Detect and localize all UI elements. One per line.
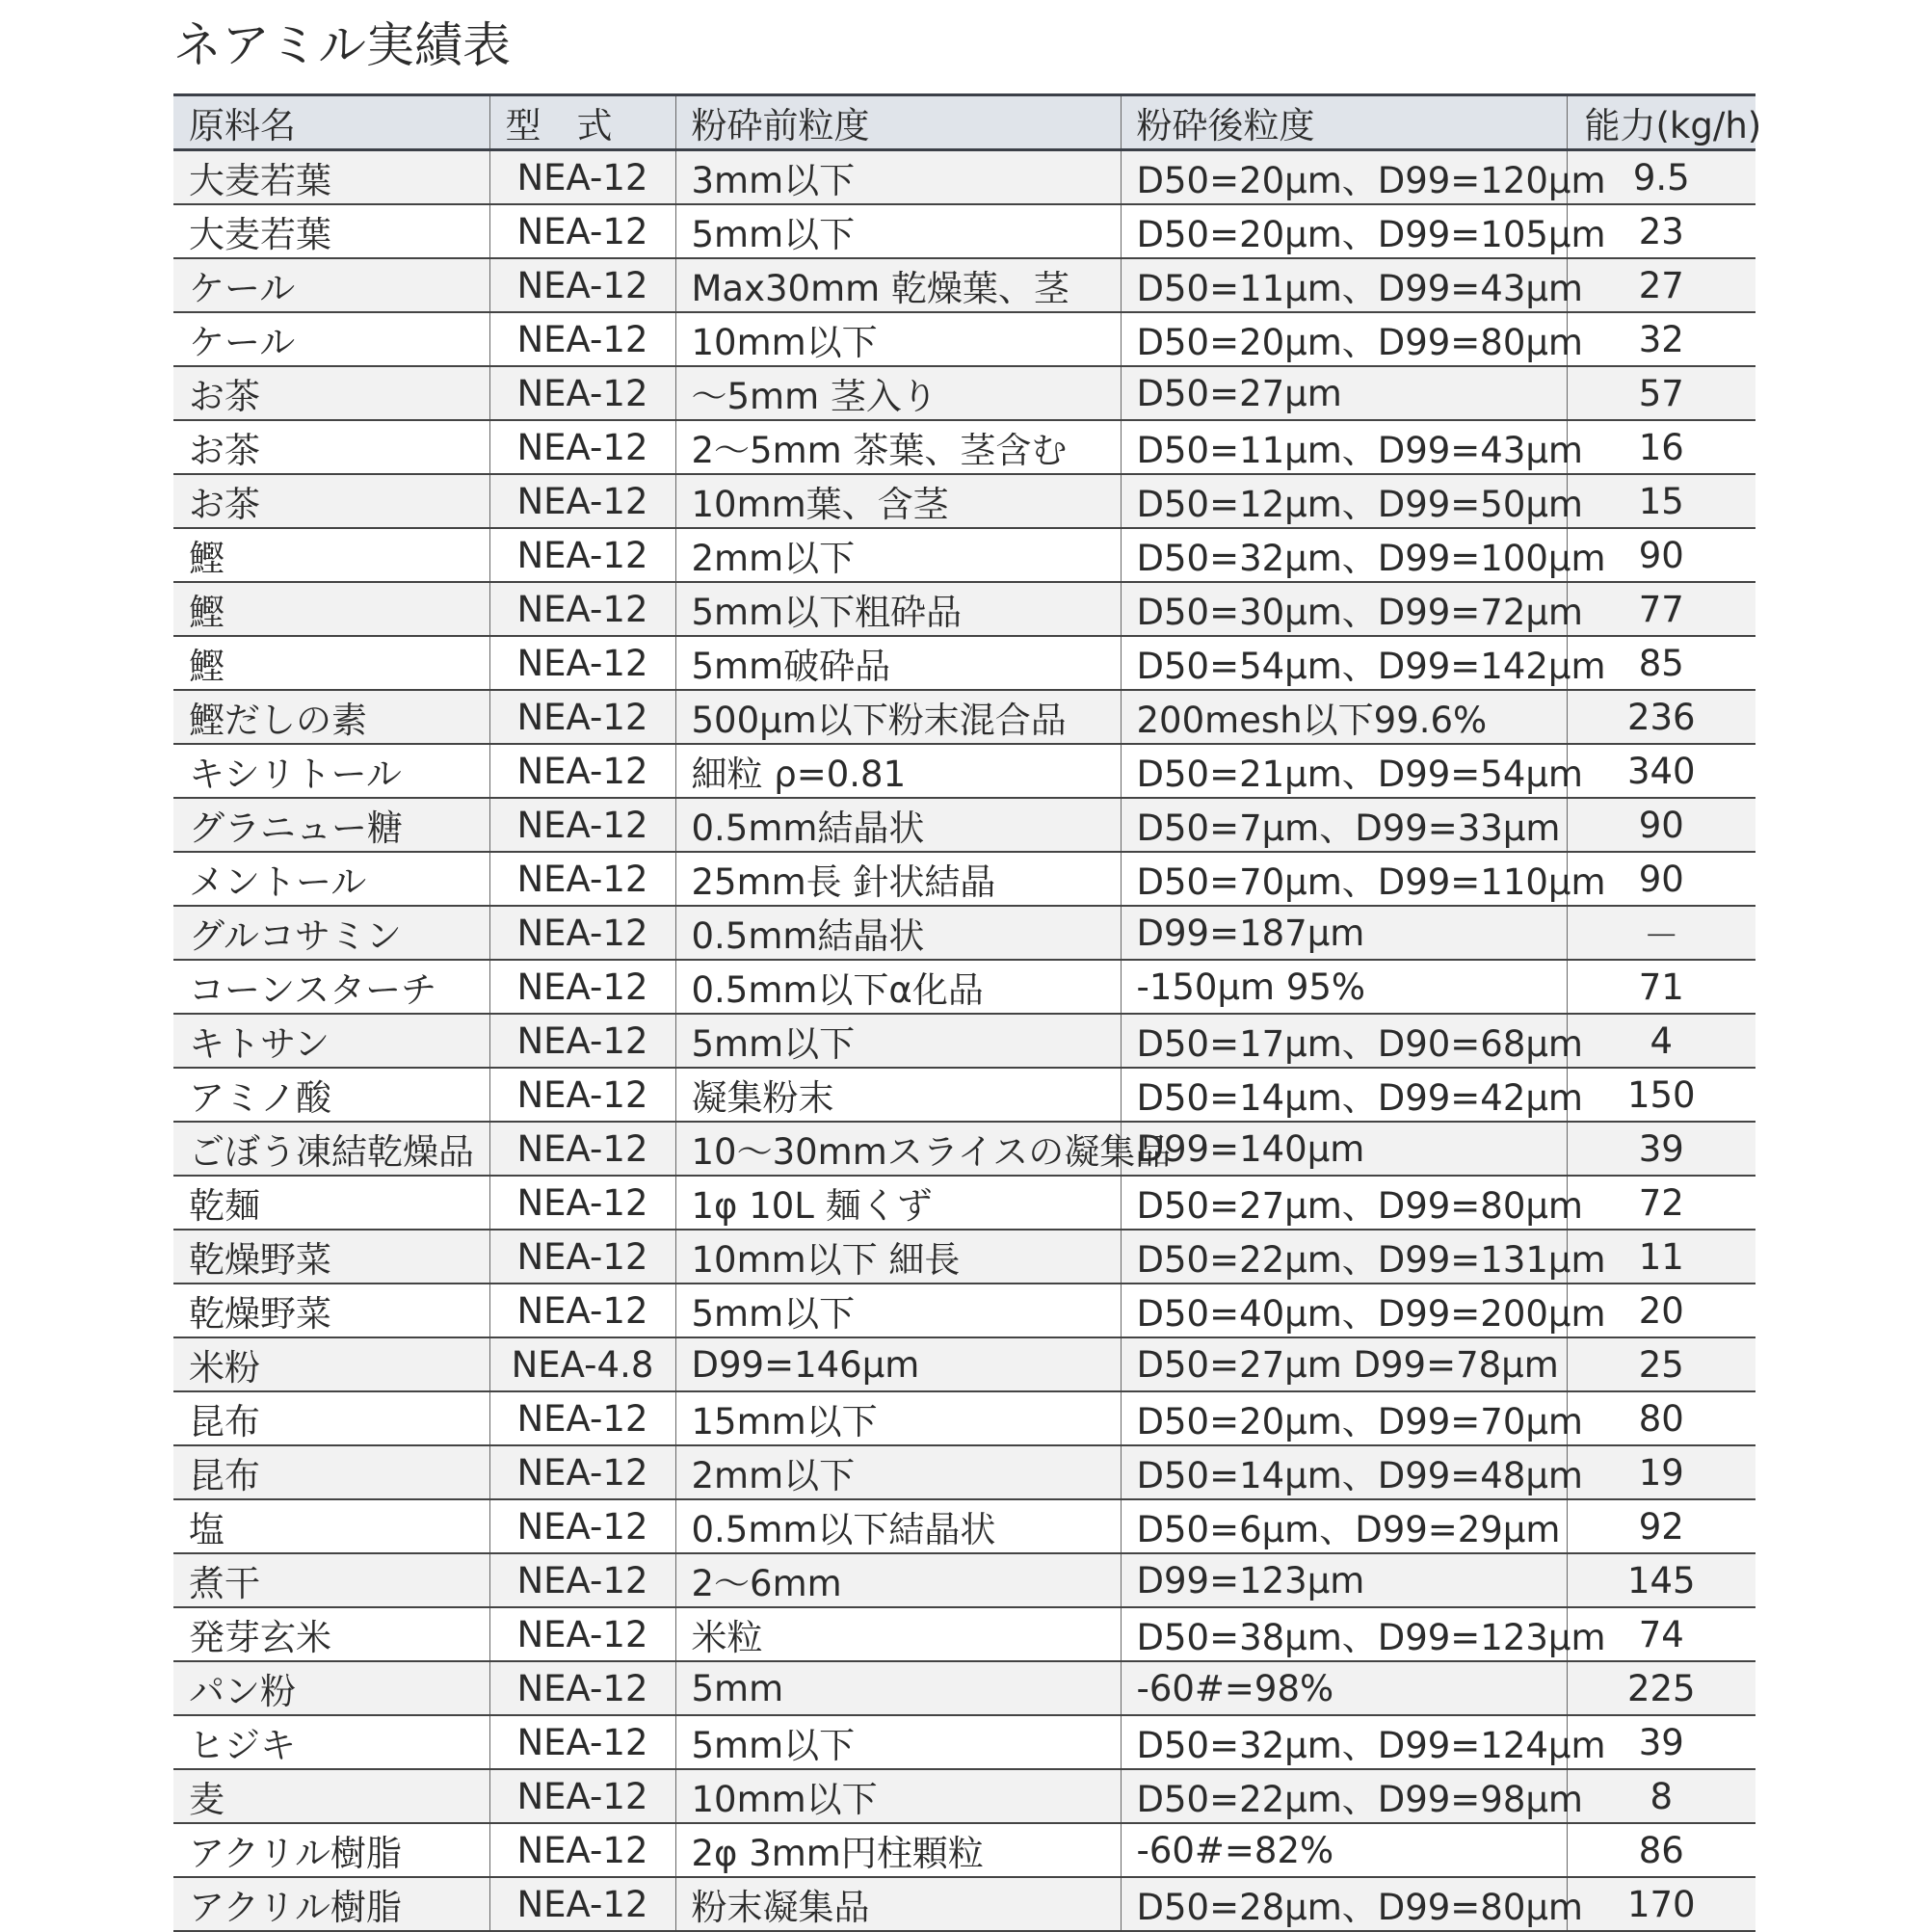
cell-input-size: 10mm以下 (675, 312, 1121, 366)
cell-model: NEA-12 (489, 1499, 675, 1553)
cell-material: 米粉 (173, 1337, 489, 1391)
cell-capacity: 85 (1638, 642, 1684, 684)
cell-model: NEA-12 (489, 744, 675, 798)
cell-material: 鰹 (173, 528, 489, 582)
table-row (173, 852, 1755, 906)
cell-model: NEA-12 (489, 474, 675, 528)
cell-capacity: 170 (1626, 1883, 1696, 1925)
cell-material: 鰹だしの素 (173, 690, 489, 744)
cell-model: NEA-4.8 (489, 1337, 675, 1391)
cell-input-size: 5mm以下 (675, 1014, 1121, 1068)
cell-model: NEA-12 (489, 1661, 675, 1715)
cell-input-size: 5mm以下 (675, 1715, 1121, 1769)
cell-model: NEA-12 (489, 366, 675, 420)
cell-material: 塩 (173, 1499, 489, 1553)
cell-material: アミノ酸 (173, 1068, 489, 1122)
cell-material: ヒジキ (173, 1715, 489, 1769)
cell-model: NEA-12 (489, 1176, 675, 1230)
cell-capacity: 16 (1638, 426, 1684, 468)
table-row (173, 312, 1755, 366)
cell-material: お茶 (173, 366, 489, 420)
cell-input-size: 2～6mm (675, 1553, 1121, 1607)
cell-output-size: D50=40μm、D99=200μm (1121, 1284, 1567, 1337)
cell-output-size: D50=14μm、D99=42μm (1121, 1068, 1567, 1122)
cell-model: NEA-12 (489, 204, 675, 258)
table-row (173, 1553, 1755, 1607)
cell-capacity: － (1643, 915, 1679, 957)
cell-capacity: 80 (1638, 1397, 1684, 1440)
table-body (173, 150, 1755, 1932)
cell-output-size: D50=27μm D99=78μm (1121, 1337, 1567, 1391)
cell-input-size: Max30mm 乾燥葉、茎 (675, 258, 1121, 312)
cell-model: NEA-12 (489, 1284, 675, 1337)
cell-input-size: 15mm以下 (675, 1391, 1121, 1445)
table-row (173, 1607, 1755, 1661)
cell-output-size: D50=20μm、D99=80μm (1121, 312, 1567, 366)
table-row (173, 420, 1755, 474)
cell-input-size: 500μm以下粉末混合品 (675, 690, 1121, 744)
cell-output-size: D50=38μm、D99=123μm (1121, 1607, 1567, 1661)
cell-capacity: 340 (1626, 750, 1696, 792)
cell-capacity: 39 (1638, 1127, 1684, 1170)
cell-output-size: D50=14μm、D99=48μm (1121, 1445, 1567, 1499)
table-row (173, 1122, 1755, 1176)
cell-output-size: D50=11μm、D99=43μm (1121, 420, 1567, 474)
header-capacity: 能力(kg/h) (1584, 105, 1762, 146)
cell-model: NEA-12 (489, 636, 675, 690)
cell-input-size: ～5mm 茎入り (675, 366, 1121, 420)
table-row (173, 1014, 1755, 1068)
cell-material: 鰹 (173, 636, 489, 690)
cell-capacity: 90 (1638, 804, 1684, 846)
cell-capacity: 20 (1638, 1289, 1684, 1332)
cell-input-size: 10mm葉、含茎 (675, 474, 1121, 528)
table-row (173, 1499, 1755, 1553)
cell-input-size: 米粒 (675, 1607, 1121, 1661)
cell-model: NEA-12 (489, 420, 675, 474)
cell-input-size: 2φ 3mm円柱顆粒 (675, 1823, 1121, 1877)
cell-material: コーンスターチ (173, 960, 489, 1014)
cell-input-size: 5mm以下粗砕品 (675, 582, 1121, 636)
cell-capacity: 19 (1638, 1451, 1684, 1494)
cell-model: NEA-12 (489, 1769, 675, 1823)
cell-input-size: 5mm破砕品 (675, 636, 1121, 690)
cell-output-size: D50=22μm、D99=131μm (1121, 1230, 1567, 1284)
cell-input-size: 2～5mm 茶葉、茎含む (675, 420, 1121, 474)
cell-capacity: 15 (1638, 480, 1684, 522)
cell-input-size: 細粒 ρ=0.81 (675, 744, 1121, 798)
cell-model: NEA-12 (489, 150, 675, 205)
cell-model: NEA-12 (489, 1823, 675, 1877)
cell-material: パン粉 (173, 1661, 489, 1715)
cell-model: NEA-12 (489, 1391, 675, 1445)
cell-input-size: 1φ 10L 麺くず (675, 1176, 1121, 1230)
cell-output-size: D50=20μm、D99=105μm (1121, 204, 1567, 258)
cell-capacity: 9.5 (1632, 156, 1690, 198)
cell-output-size: -150μm 95% (1121, 960, 1567, 1014)
cell-material: 発芽玄米 (173, 1607, 489, 1661)
cell-input-size: 0.5mm結晶状 (675, 798, 1121, 852)
table-row (173, 258, 1755, 312)
cell-material: 鰹 (173, 582, 489, 636)
cell-output-size: D50=70μm、D99=110μm (1121, 852, 1567, 906)
cell-capacity: 27 (1638, 264, 1684, 306)
header-material: 原料名 (173, 95, 489, 150)
cell-model: NEA-12 (489, 312, 675, 366)
cell-model: NEA-12 (489, 798, 675, 852)
table-row (173, 582, 1755, 636)
cell-input-size: 5mm (675, 1661, 1121, 1715)
cell-material: キシリトール (173, 744, 489, 798)
table-row (173, 636, 1755, 690)
cell-model: NEA-12 (489, 1877, 675, 1931)
cell-model: NEA-12 (489, 1068, 675, 1122)
table-row (173, 1769, 1755, 1823)
cell-capacity: 225 (1626, 1667, 1696, 1709)
page-title: ネアミル実績表 (173, 17, 511, 73)
cell-output-size: D50=27μm、D99=80μm (1121, 1176, 1567, 1230)
cell-input-size: 10mm以下 (675, 1769, 1121, 1823)
table-row (173, 1877, 1755, 1931)
cell-material: 乾燥野菜 (173, 1230, 489, 1284)
cell-model: NEA-12 (489, 1715, 675, 1769)
cell-capacity: 74 (1638, 1613, 1684, 1655)
cell-output-size: D50=21μm、D99=54μm (1121, 744, 1567, 798)
cell-output-size: D99=123μm (1121, 1553, 1567, 1607)
cell-output-size: D50=32μm、D99=100μm (1121, 528, 1567, 582)
table-row (173, 528, 1755, 582)
cell-input-size: 3mm以下 (675, 150, 1121, 205)
header-output-size: 粉砕後粒度 (1121, 95, 1567, 150)
cell-input-size: 10mm以下 細長 (675, 1230, 1121, 1284)
cell-output-size: D50=7μm、D99=33μm (1121, 798, 1567, 852)
table-row (173, 1176, 1755, 1230)
table-row (173, 474, 1755, 528)
cell-model: NEA-12 (489, 1607, 675, 1661)
cell-capacity: 77 (1638, 588, 1684, 630)
table-row (173, 744, 1755, 798)
cell-capacity: 4 (1650, 1019, 1674, 1062)
cell-input-size: 5mm以下 (675, 1284, 1121, 1337)
cell-input-size: 5mm以下 (675, 204, 1121, 258)
header-input-size: 粉砕前粒度 (675, 95, 1121, 150)
cell-capacity: 92 (1638, 1505, 1684, 1548)
table-row (173, 1284, 1755, 1337)
cell-material: 乾麺 (173, 1176, 489, 1230)
cell-input-size: 凝集粉末 (675, 1068, 1121, 1122)
cell-material: お茶 (173, 474, 489, 528)
cell-model: NEA-12 (489, 1122, 675, 1176)
cell-output-size: D99=140μm (1121, 1122, 1567, 1176)
cell-material: グラニュー糖 (173, 798, 489, 852)
cell-model: NEA-12 (489, 1553, 675, 1607)
cell-output-size: D50=12μm、D99=50μm (1121, 474, 1567, 528)
cell-material: 昆布 (173, 1391, 489, 1445)
cell-input-size: D99=146μm (675, 1337, 1121, 1391)
cell-model: NEA-12 (489, 1014, 675, 1068)
cell-capacity: 32 (1638, 318, 1684, 360)
cell-capacity: 90 (1638, 534, 1684, 576)
cell-material: グルコサミン (173, 906, 489, 960)
cell-capacity: 72 (1638, 1181, 1684, 1224)
header-row (173, 95, 1755, 150)
cell-input-size: 2mm以下 (675, 528, 1121, 582)
cell-capacity: 150 (1626, 1073, 1696, 1116)
table-row (173, 366, 1755, 420)
cell-output-size: D50=28μm、D99=80μm (1121, 1877, 1567, 1931)
cell-input-size: 0.5mm以下α化品 (675, 960, 1121, 1014)
table-row (173, 204, 1755, 258)
cell-material: メントール (173, 852, 489, 906)
cell-model: NEA-12 (489, 1445, 675, 1499)
results-table (173, 93, 1762, 1932)
cell-output-size: D50=17μm、D90=68μm (1121, 1014, 1567, 1068)
cell-capacity: 8 (1650, 1775, 1674, 1817)
table-row (173, 690, 1755, 744)
cell-output-size: D99=187μm (1121, 906, 1567, 960)
table-row (173, 906, 1755, 960)
cell-material: 麦 (173, 1769, 489, 1823)
cell-model: NEA-12 (489, 960, 675, 1014)
table-row (173, 1230, 1755, 1284)
cell-output-size: -60#=82% (1121, 1823, 1567, 1877)
cell-output-size: D50=30μm、D99=72μm (1121, 582, 1567, 636)
cell-input-size: 0.5mm結晶状 (675, 906, 1121, 960)
cell-output-size: -60#=98% (1121, 1661, 1567, 1715)
table-row (173, 1068, 1755, 1122)
cell-material: 煮干 (173, 1553, 489, 1607)
cell-capacity: 57 (1638, 372, 1684, 414)
cell-capacity: 236 (1626, 696, 1696, 738)
cell-input-size: 25mm長 針状結晶 (675, 852, 1121, 906)
cell-model: NEA-12 (489, 528, 675, 582)
cell-input-size: 0.5mm以下結晶状 (675, 1499, 1121, 1553)
cell-capacity: 39 (1638, 1721, 1684, 1763)
table-row (173, 960, 1755, 1014)
cell-output-size: D50=27μm (1121, 366, 1567, 420)
cell-output-size: D50=32μm、D99=124μm (1121, 1715, 1567, 1769)
cell-output-size: D50=20μm、D99=70μm (1121, 1391, 1567, 1445)
cell-input-size: 粉末凝集品 (675, 1877, 1121, 1931)
table-row (173, 1391, 1755, 1445)
cell-material: お茶 (173, 420, 489, 474)
cell-capacity: 11 (1638, 1235, 1684, 1278)
cell-output-size: D50=22μm、D99=98μm (1121, 1769, 1567, 1823)
cell-model: NEA-12 (489, 1230, 675, 1284)
table-row (173, 798, 1755, 852)
cell-output-size: D50=11μm、D99=43μm (1121, 258, 1567, 312)
table-row (173, 150, 1755, 205)
cell-output-size: 200mesh以下99.6% (1121, 690, 1567, 744)
cell-model: NEA-12 (489, 258, 675, 312)
cell-material: 乾燥野菜 (173, 1284, 489, 1337)
cell-input-size: 2mm以下 (675, 1445, 1121, 1499)
cell-capacity: 25 (1638, 1343, 1684, 1386)
cell-material: 大麦若葉 (173, 150, 489, 205)
cell-model: NEA-12 (489, 852, 675, 906)
table-row (173, 1661, 1755, 1715)
cell-model: NEA-12 (489, 906, 675, 960)
cell-material: 昆布 (173, 1445, 489, 1499)
table-row (173, 1337, 1755, 1391)
cell-material: ケール (173, 312, 489, 366)
cell-material: ごぼう凍結乾燥品 (173, 1122, 489, 1176)
cell-output-size: D50=6μm、D99=29μm (1121, 1499, 1567, 1553)
cell-capacity: 145 (1626, 1559, 1696, 1601)
cell-capacity: 23 (1638, 210, 1684, 252)
cell-model: NEA-12 (489, 690, 675, 744)
cell-material: アクリル樹脂 (173, 1877, 489, 1931)
cell-model: NEA-12 (489, 582, 675, 636)
cell-material: アクリル樹脂 (173, 1823, 489, 1877)
cell-input-size: 10～30mmスライスの凝集品 (675, 1122, 1121, 1176)
cell-capacity: 86 (1638, 1829, 1684, 1871)
table-row (173, 1715, 1755, 1769)
cell-output-size: D50=54μm、D99=142μm (1121, 636, 1567, 690)
table-row (173, 1823, 1755, 1877)
cell-capacity: 71 (1638, 966, 1684, 1008)
header-model: 型 式 (489, 95, 675, 150)
cell-material: キトサン (173, 1014, 489, 1068)
table-row (173, 1445, 1755, 1499)
cell-output-size: D50=20μm、D99=120μm (1121, 150, 1567, 205)
cell-material: 大麦若葉 (173, 204, 489, 258)
table-header (173, 95, 1762, 150)
cell-material: ケール (173, 258, 489, 312)
cell-capacity: 90 (1638, 858, 1684, 900)
